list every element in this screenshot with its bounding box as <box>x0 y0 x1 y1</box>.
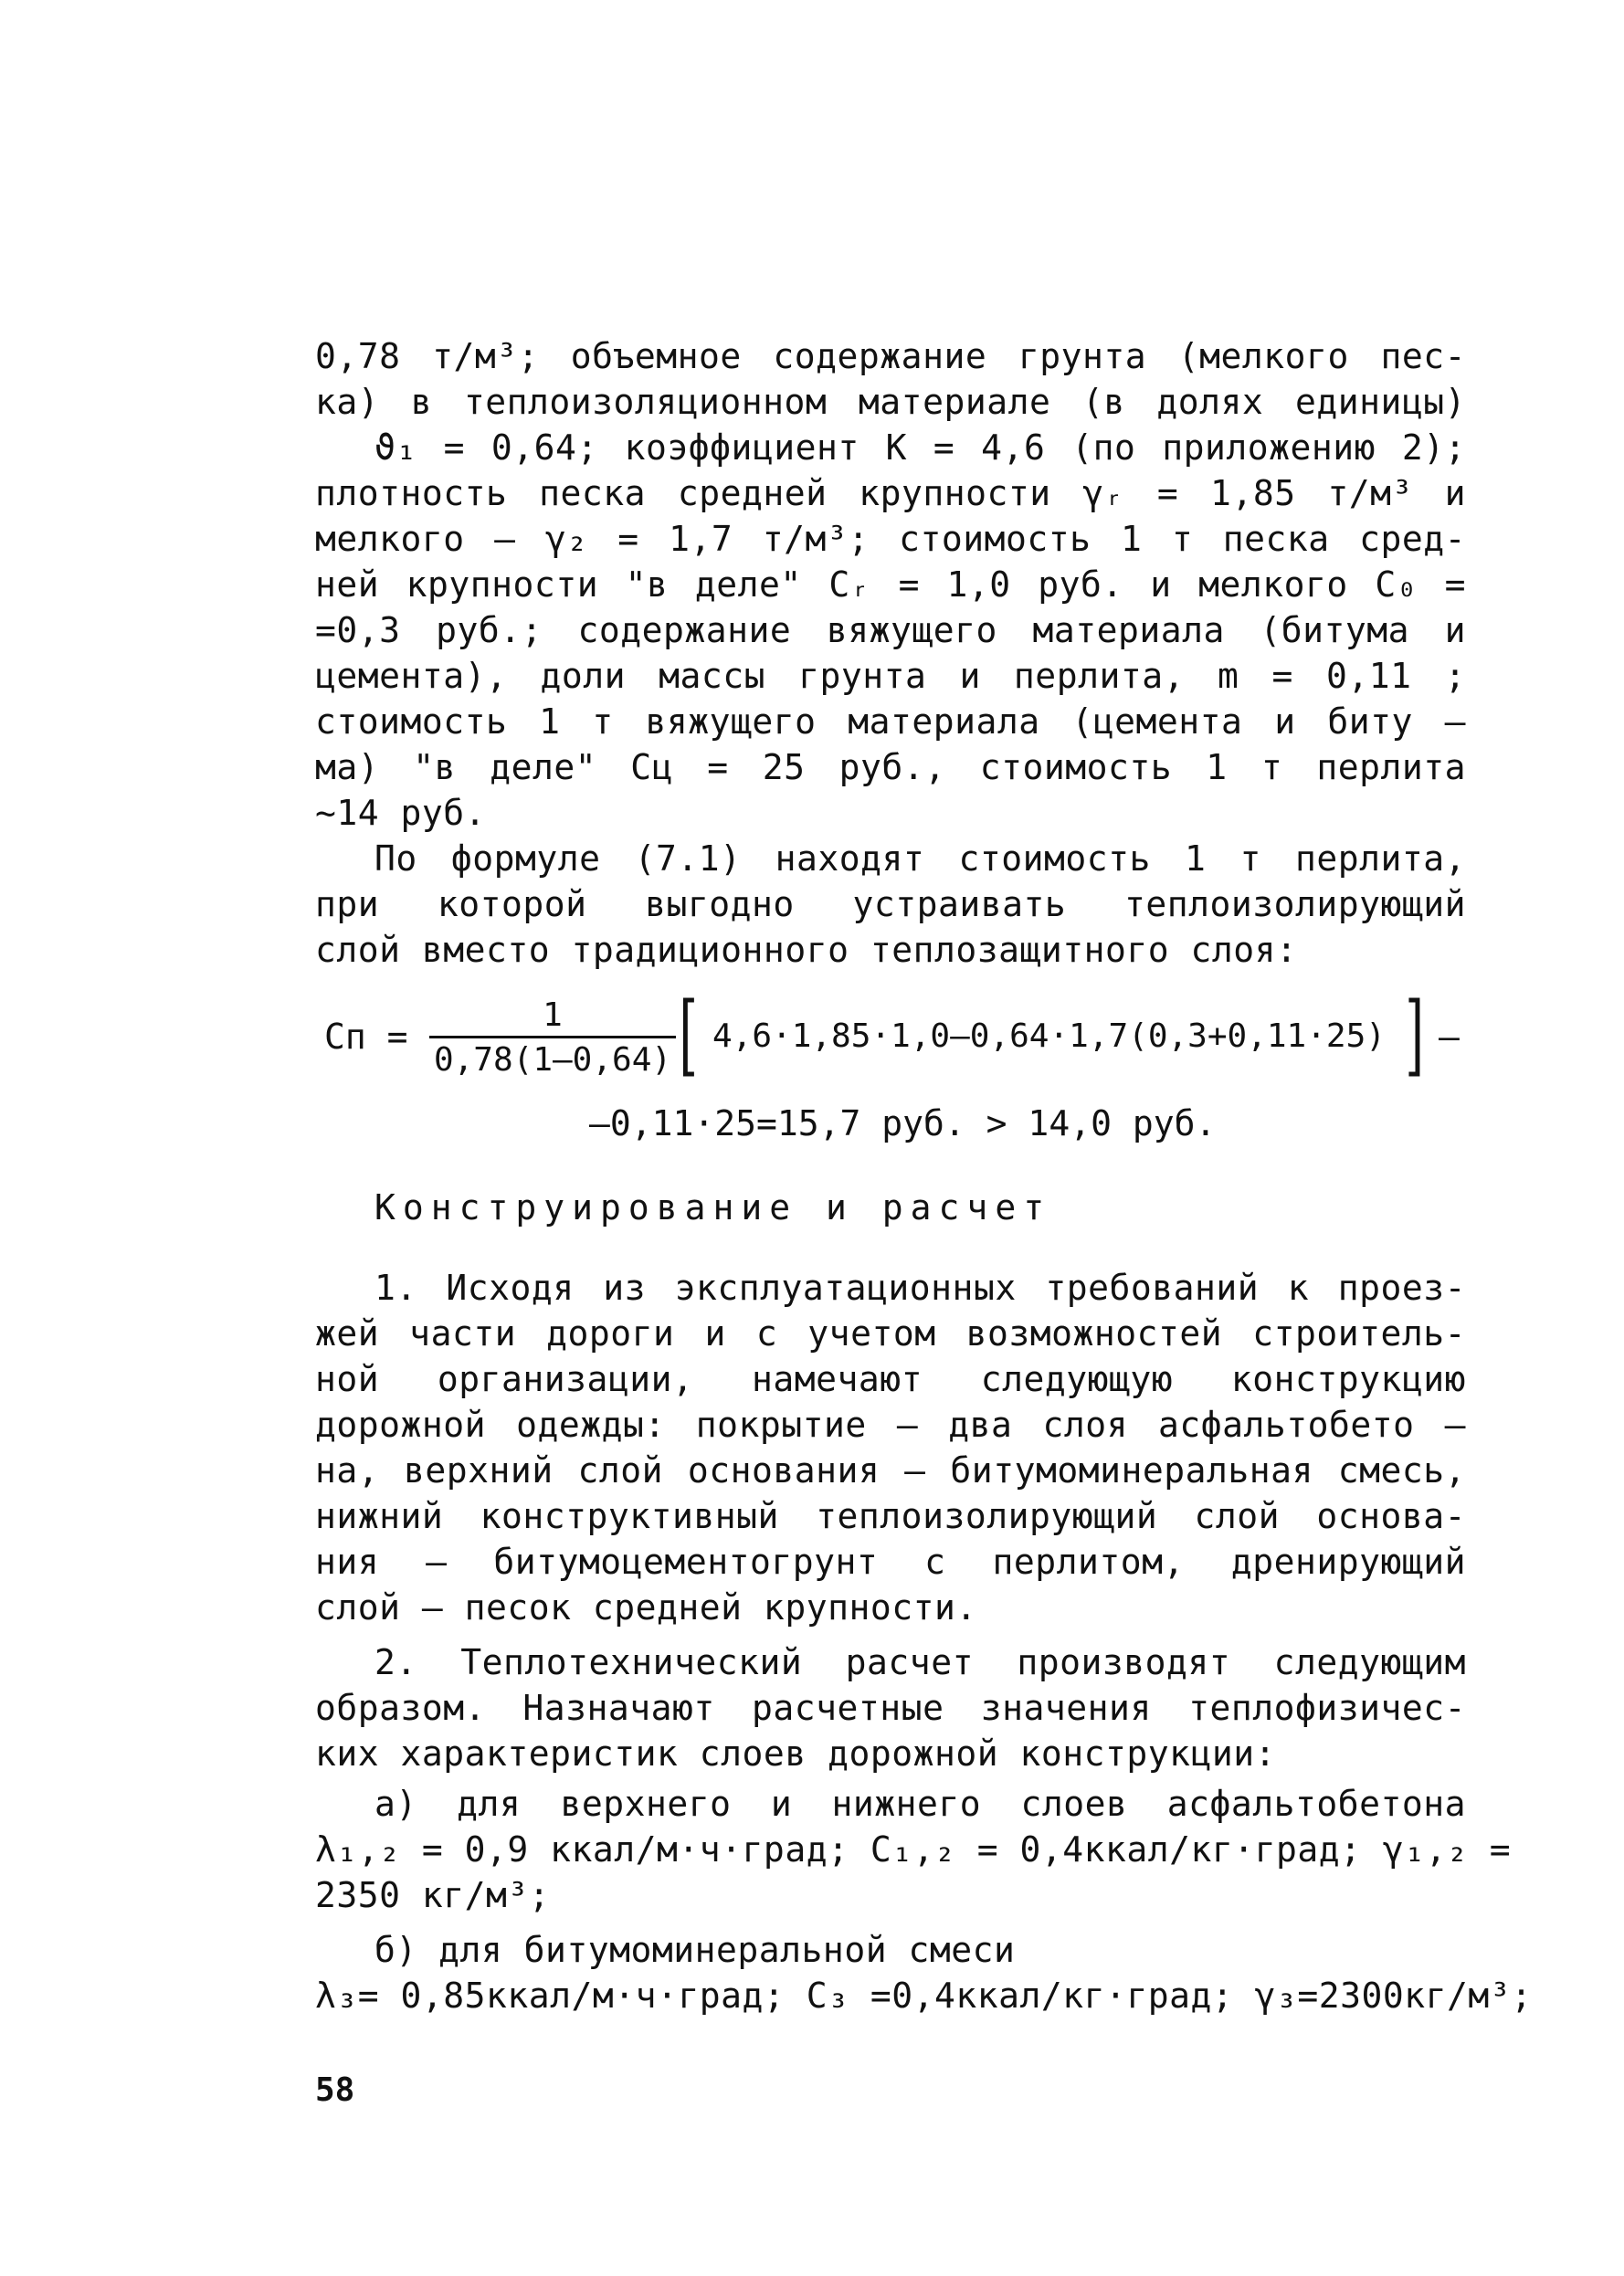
text-line: при которой выгодно устраивать теплоизолирующий <box>315 884 1466 924</box>
text-line: ния – битумоцементогрунт с перлитом, дренирующий <box>315 1542 1466 1582</box>
text-line: 0,78 т/м³; объемное содержание грунта (мелкого пес- <box>315 336 1466 376</box>
page-number: 58 <box>315 2071 355 2109</box>
text-line: дорожной одежды: покрытие – два слоя асфальтобето – <box>315 1405 1466 1445</box>
text-line: ней крупности "в деле" Cᵣ = 1,0 руб. и мелкого C₀ = <box>315 564 1466 605</box>
text-line: 2. Теплотехнический расчет производят следующим <box>374 1642 1466 1682</box>
text-line: стоимость 1 т вяжущего материала (цемента и биту – <box>315 701 1466 742</box>
text-line: 2350 кг/м³; <box>315 1875 551 1915</box>
text-line: а) для верхнего и нижнего слоев асфальтобетона <box>374 1784 1466 1824</box>
formula-fraction <box>429 996 676 1082</box>
text-line: По формуле (7.1) находят стоимость 1 т перлита, <box>374 838 1466 879</box>
text-line: мелкого – γ₂ = 1,7 т/м³; стоимость 1 т песка сред- <box>315 519 1466 559</box>
text-line: =0,3 руб.; содержание вяжущего материала (битума и <box>315 610 1466 650</box>
text-line: λ₁,₂ = 0,9 ккал/м·ч·град; C₁,₂ = 0,4ккал/кг·град; γ₁,₂ = <box>315 1829 1512 1870</box>
text-line: ких характеристик слоев дорожной конструкции: <box>315 1733 1277 1774</box>
text-line: 1. Исходя из эксплуатационных требований к проез- <box>374 1268 1466 1308</box>
formula-bracket-open: [ <box>679 984 699 1086</box>
text-line: ма) "в деле" Cц = 25 руб., стоимость 1 т перлита <box>315 747 1466 787</box>
text-line: ~14 руб. <box>315 793 487 833</box>
text-line: на, верхний слой основания – битумоминеральная смесь, <box>315 1450 1466 1491</box>
text-line: слой – песок средней крупности. <box>315 1587 977 1628</box>
formula-second-line: –0,11·25=15,7 руб. > 14,0 руб. <box>589 1103 1217 1143</box>
text-line: б) для битумоминеральной смеси <box>374 1930 1016 1970</box>
formula-numerator: 1 <box>429 996 676 1038</box>
text-line: ной организации, намечают следующую конструкцию <box>315 1359 1466 1399</box>
text-line: ка) в теплоизоляционном материале (в долях единицы) <box>315 382 1466 422</box>
text-line: образом. Назначают расчетные значения теплофизичес- <box>315 1688 1466 1728</box>
text-line: нижний конструктивный теплоизолирующий слой основа- <box>315 1496 1466 1536</box>
formula-trailing: – <box>1439 1017 1460 1057</box>
text-line: цемента), доли массы грунта и перлита, m = 0,11 ; <box>315 656 1466 696</box>
text-line: жей части дороги и с учетом возможностей строитель- <box>315 1313 1466 1354</box>
formula-denominator: 0,78(1–0,64) <box>433 1041 672 1079</box>
text-line: λ₃= 0,85ккал/м·ч·град; C₃ =0,4ккал/кг·град; γ₃=2300кг/м³; <box>315 1976 1533 2016</box>
text-line: плотность песка средней крупности γᵣ = 1,85 т/м³ и <box>315 473 1466 513</box>
text-line: ϑ₁ = 0,64; коэффициент K = 4,6 (по приложению 2); <box>374 427 1466 468</box>
text-line: слой вместо традиционного теплозащитного слоя: <box>315 930 1298 970</box>
formula-bracket-content: 4,6·1,85·1,0–0,64·1,7(0,3+0,11·25) <box>712 1017 1386 1055</box>
formula-lhs: Cп = <box>324 1017 408 1057</box>
section-heading: Конструирование и расчет <box>374 1187 1052 1228</box>
formula-bracket-close: ] <box>1405 984 1425 1086</box>
